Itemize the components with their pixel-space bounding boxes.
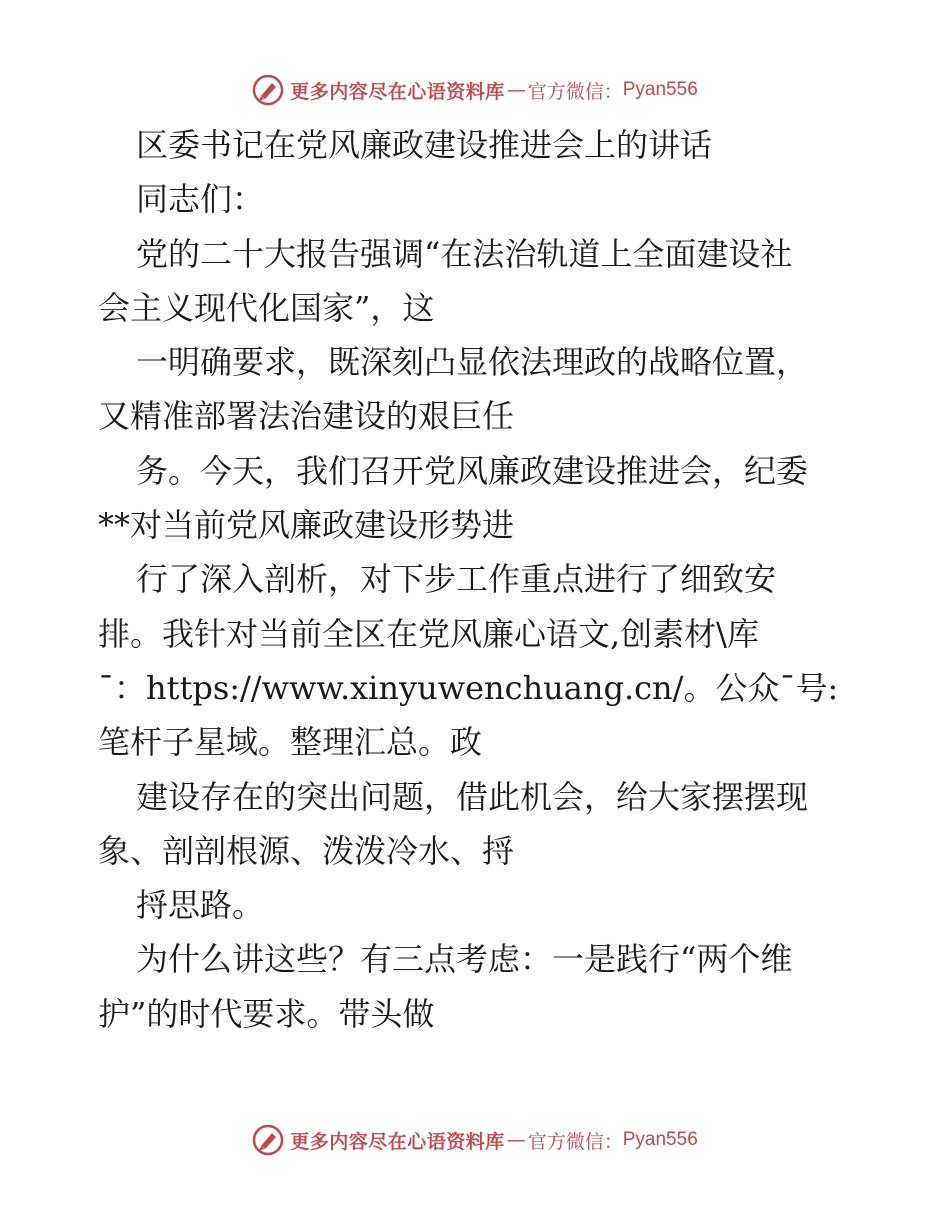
paragraph-line: 排。我针对当前全区在党风廉心语文,创素材\库 [98, 614, 759, 653]
paragraph-line: 务。今天，我们召开党风廉政建设推进会，纪委 [136, 451, 809, 490]
footer-banner-wechat-id: Pyan556 [622, 1129, 698, 1150]
paragraph-line: 护”的时代要求。带头做 [98, 994, 435, 1033]
header-banner-wechat-id: Pyan556 [622, 79, 698, 100]
paragraph-line: 会主义现代化国家”，这 [98, 288, 435, 327]
footer-banner-dash: — [506, 1129, 526, 1151]
footer-banner-title: 更多内容尽在心语资料库 [290, 1130, 505, 1153]
paragraph-line: 象、剖剖根源、泼泼冷水、捋 [98, 831, 515, 870]
paragraph-line: **对当前党风廉政建设形势进 [98, 506, 515, 545]
header-banner-title: 更多内容尽在心语资料库 [290, 80, 505, 103]
paragraph-line: 一明确要求，既深刻凸显依法理政的战略位置， [136, 343, 809, 382]
paragraph-line: 建设存在的突出问题，借此机会，给大家摆摆现 [136, 777, 809, 816]
paragraph-line-url: ¯：https://www.xinyuwenchuang.cn/。公众¯号: [98, 668, 839, 707]
footer-watermark-banner [0, 1120, 950, 1160]
paragraph-line: 又精准部署法治建设的艰巨任 [98, 397, 515, 436]
salutation: 同志们： [136, 180, 265, 219]
paragraph-line: 行了深入剖析，对下步工作重点进行了细致安 [136, 560, 777, 599]
header-banner-dash: — [506, 79, 526, 101]
pen-logo-icon [252, 1124, 284, 1156]
document-body [98, 118, 858, 1041]
footer-banner-wechat-label: 官方微信： [527, 1130, 623, 1153]
document-title: 区委书记在党风廉政建设推进会上的讲话 [136, 126, 713, 164]
header-banner-wechat-label: 官方微信： [527, 80, 623, 103]
paragraph-line: 笔杆子星域。整理汇总。政 [98, 723, 483, 762]
paragraph-line: 捋思路。 [136, 886, 265, 925]
paragraph-line: 党的二十大报告强调“在法治轨道上全面建设社 [136, 234, 793, 273]
paragraph-line: 为什么讲这些？有三点考虑：一是践行“两个维 [136, 940, 793, 979]
header-watermark-banner [0, 70, 950, 110]
pen-logo-icon [252, 74, 284, 106]
